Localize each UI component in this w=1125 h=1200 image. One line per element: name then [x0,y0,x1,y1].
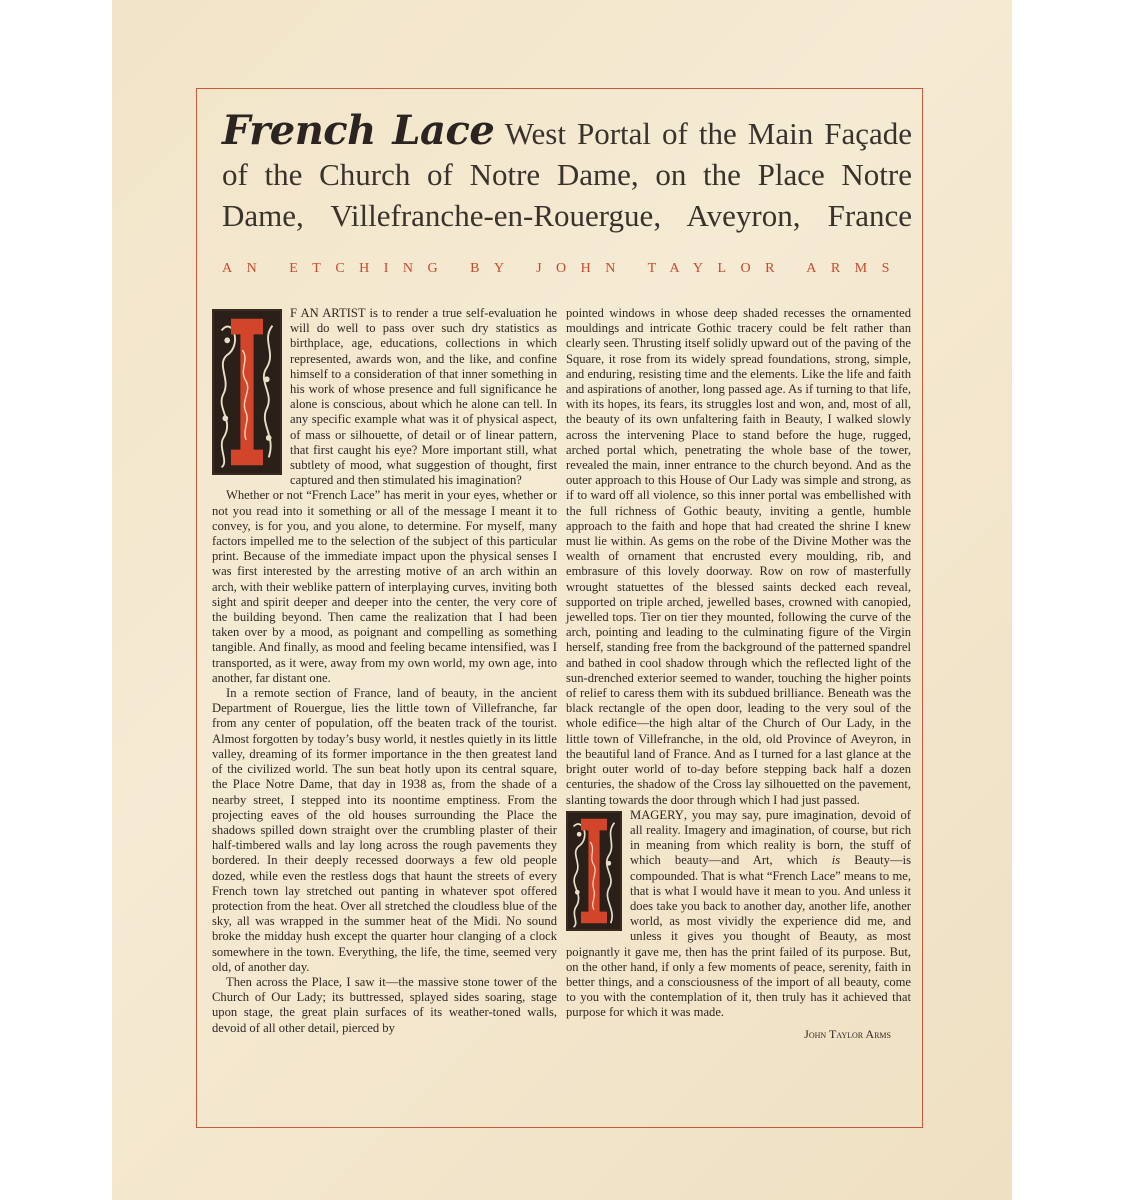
paragraph-4-text-a: Then across the Place, I saw it—the massive stone tower of the Church of Our Lady; its buttressed, splayed sides soaring, stage upon stage, the great plain surfaces of its weather-toned walls, devoid of all other detail, pierced by [212,974,557,1035]
title-script: French Lace [222,107,495,154]
paragraph-4-text-b: pointed windows in whose deep shaded recesses the ornamented mouldings and intricate Gothic tracery could be felt rather than clearly seen. Thrusting itself solidly upward out of the paving of the Square, it rose from its widely spread foundations, strong, simple, and enduring, resisting time and the elements. Like the life and faith and aspirations of another, long passed age. As if turning to that life, with its hopes, its fears, its struggles lost and won, and, most of all, the beauty of its own unfaltering faith in Beauty, I walked slowly across the intervening Place to stand before the huge, rugged, arched portal which, penetrating the whole base of the tower, revealed the main, inner entrance to the church beyond. And as the outer approach to this House of Our Lady was simple and strong, as if to ward off all violence, so this inner portal was embellished with the full richness of Gothic beauty, inviting a gentle, humble approach to the faith and hope that had created the shrine I knew must lie within. As gems on the robe of the Divine Mother was the wealth of ornament that encrusted every moulding, rib, and embrasure of this lovely doorway. Row on row of masterfully wrought statuettes of the blessed saints decked each reveal, supported on triple arched, jewelled bases, crowned with canopied, jewelled tops. Tier on tier they mounted, following the curve of the arch, pointing and leading to the culminating figure of the Virgin herself, standing free from the background of the patterned spandrel and bathed in cool shadow through which the reflected light of the sun-drenched exterior seemed to wander, touching the higher points of relief to caress them with its subdued brilliance. Beneath was the black rectangle of the open door, leading to the very soul of the whole edifice—the high altar of the Church of Our Lady, in the little town of Villefranche, in the old, old Province of Aveyron, in the beautiful land of France. And as I turned for a last glance at the bright outer world of to-day before stepping back half a dozen centuries, the shadow of the Cross lay silhouetted on the pavement, slanting towards the door through which I had just passed. [566,306,911,807]
paragraph-4-continued [566,306,911,808]
paragraph-2: Whether or not “French Lace” has merit in your eyes, whether or not you read into it something or all of the message I meant it to convey, is for you, and you alone, to determine. For myself, many factors impelled me to the selection of the subject of this particular print. Because of the immediate impact upon the physical senses I was first interested by the arresting motive of an arch within an arch, with their weblike pattern of interplaying curves, inviting both sight and spirit deeper and deeper into the center, the very core of the building beyond. Then came the realization that I had been taken over by a mood, as poignant and compelling as something tangible. And finally, as mood and feeling became intensified, was I transported, as it were, away from my own world, my own age, into another, far distant one. [212,488,557,685]
paragraph-3: In a remote section of France, land of beauty, in the ancient Department of Rouergue, lies the little town of Villefranche, far from any center of population, off the beaten track of the tourist. Almost forgotten by today’s busy world, it nestles quietly in its little valley, dreaming of its former importance in the then greatest land of the civilized world. The sun beat hotly upon its central square, the Place Notre Dame, that day in 1938 as, from the shade of a nearby street, I stepped into its noontime emptiness. From the projecting eaves of the old houses surrounding the Place the shadows spilled down straight over the crumbling plaster of their half-timbered walls and lay long across the rough pavements they bordered. In their deeply recessed doorways a few old people dozed, while even the restless dogs that haunt the streets of every French town lay stretched out panting in whatever spot offered protection from the heat. Over all stretched the cloudless blue of the sky, all was wrapped in the summer heat of the Midi. No sound broke the midday hush except the quarter hour clanging of a clock somewhere in the town. Everything, the life, the time, seemed very old, of another day. [212,686,557,974]
paragraph-5 [566,808,911,1021]
column-left [212,306,557,1036]
column-right [566,306,911,1042]
paragraph-5-lead: MAGERY [630,807,684,822]
signature: John Taylor Arms [804,1026,891,1041]
illuminated-initial-icon [212,309,282,475]
paragraph-5-text-b: Beauty—is compounded. That is what “French Lace” means to me, that is what I would have it mean to you. And unless it does take you back to another day, another life, another world, as most vividly the experience did me, and unless it gives you thought of Beauty, as most poignantly it gave me, then has the print failed of its purpose. But, on the other hand, if only a few moments of peace, serenity, faith in better things, and a consciousness of the import of all beauty, come to you with the contemplation of it, then truly has it achieved that purpose for which it was made. [566,853,911,1020]
title-subtitle: West Portal of the Main Façade of the Church of Notre Dame, on the Place Notre Dame, Villefranche-en-Rouergue, Aveyron, France [222,116,912,233]
paragraph-1-lead: F AN ARTIST [290,306,366,320]
paragraph-1 [212,306,557,488]
page-title [222,107,912,236]
paragraph-5-emphasis: is [831,853,841,868]
paragraph-5-text-a: , you may say, pure imagination, devoid of all reality. Imagery and imagination, of course, but rich in meaning from which reality is born, the stuff of which beauty—and Art, which [630,807,911,868]
illuminated-initial-icon [566,811,622,931]
paragraph-1-text: is to render a true self-evaluation he will do well to pass over such dry statistics as birthplace, age, educations, collections in which represented, awards won, and the like, and confine himself to a consideration of that inner something in his work of whose presence and full significance he alone is conscious, about which he alone can tell. In any specific example what was it of physical aspect, of mass or silhouette, of detail or of linear pattern, that first caught his eye? More important still, what subtlety of mood, what suggestion of thought, first captured and then stimulated his imagination? [290,306,557,488]
paragraph-4-start [212,975,557,1036]
byline: AN ETCHING BY JOHN TAYLOR ARMS [222,261,904,276]
